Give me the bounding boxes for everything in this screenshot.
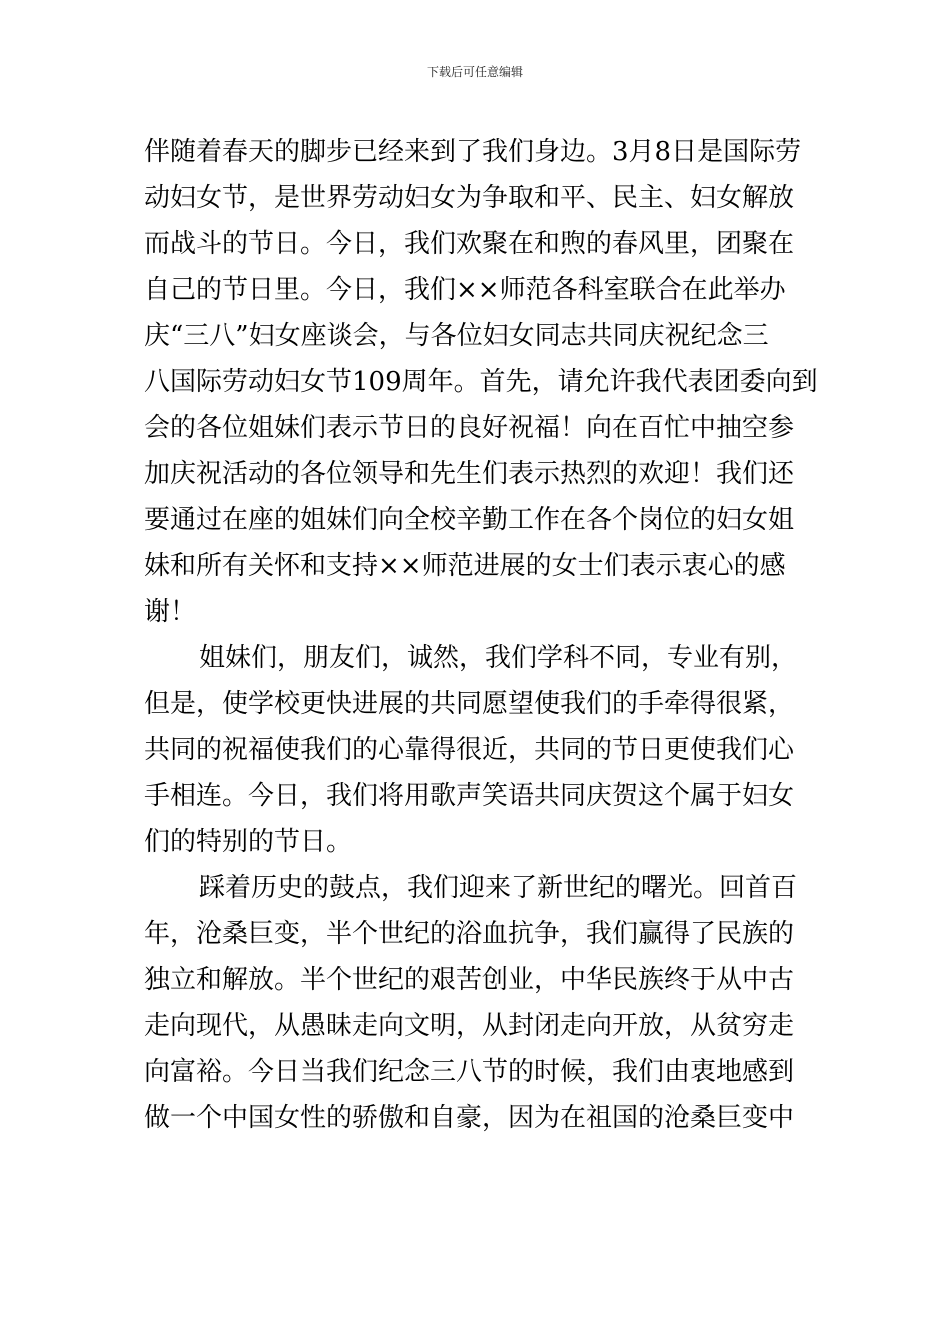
text-line: 八国际劳动妇女节109周年。首先，请允许我代表团委向到 — [144, 367, 818, 397]
page-header: 下载后可任意编辑 — [426, 65, 523, 79]
text-line: 而战斗的节日。今日，我们欢聚在和煦的春风里，团聚在 — [144, 229, 795, 259]
text-line: 伴随着春天的脚步已经来到了我们身边。3月8日是国际劳 — [144, 137, 802, 167]
text-line: 动妇女节，是世界劳动妇女为争取和平、民主、妇女解放 — [144, 183, 795, 213]
text-line: 独立和解放。半个世纪的艰苦创业，中华民族终于从中古 — [144, 965, 795, 995]
text-line: 走向现代，从愚昧走向文明，从封闭走向开放，从贫穷走 — [144, 1011, 795, 1041]
text-line: 要通过在座的姐妹们向全校辛勤工作在各个岗位的妇女姐 — [144, 505, 795, 535]
text-line: 但是，使学校更快进展的共同愿望使我们的手牵得很紧， — [144, 689, 795, 719]
text-line: 会的各位姐妹们表示节日的良好祝福！向在百忙中抽空参 — [144, 413, 795, 443]
paragraph-start-line: 姐妹们，朋友们，诚然，我们学科不同，专业有别， — [199, 643, 798, 673]
text-line: 庆“三八”妇女座谈会，与各位妇女同志共同庆祝纪念三 — [144, 321, 769, 351]
text-line: 向富裕。今日当我们纪念三八节的时候，我们由衷地感到 — [144, 1057, 795, 1087]
paragraph-start-line: 踩着历史的鼓点，我们迎来了新世纪的曙光。回首百 — [199, 873, 798, 903]
text-line: 谢！ — [144, 597, 197, 627]
text-line: 们的特别的节日。 — [144, 827, 353, 857]
text-line: 加庆祝活动的各位领导和先生们表示热烈的欢迎！我们还 — [144, 459, 795, 489]
text-line: 年，沧桑巨变，半个世纪的浴血抗争，我们赢得了民族的 — [144, 919, 795, 949]
text-line: 手相连。今日，我们将用歌声笑语共同庆贺这个属于妇女 — [144, 781, 795, 811]
text-line: 做一个中国女性的骄傲和自豪，因为在祖国的沧桑巨变中 — [144, 1103, 795, 1133]
text-line: 妹和所有关怀和支持××师范进展的女士们表示衷心的感 — [144, 551, 786, 581]
text-line: 自己的节日里。今日，我们××师范各科室联合在此举办 — [144, 275, 786, 305]
text-line: 共同的祝福使我们的心靠得很近，共同的节日更使我们心 — [144, 735, 795, 765]
